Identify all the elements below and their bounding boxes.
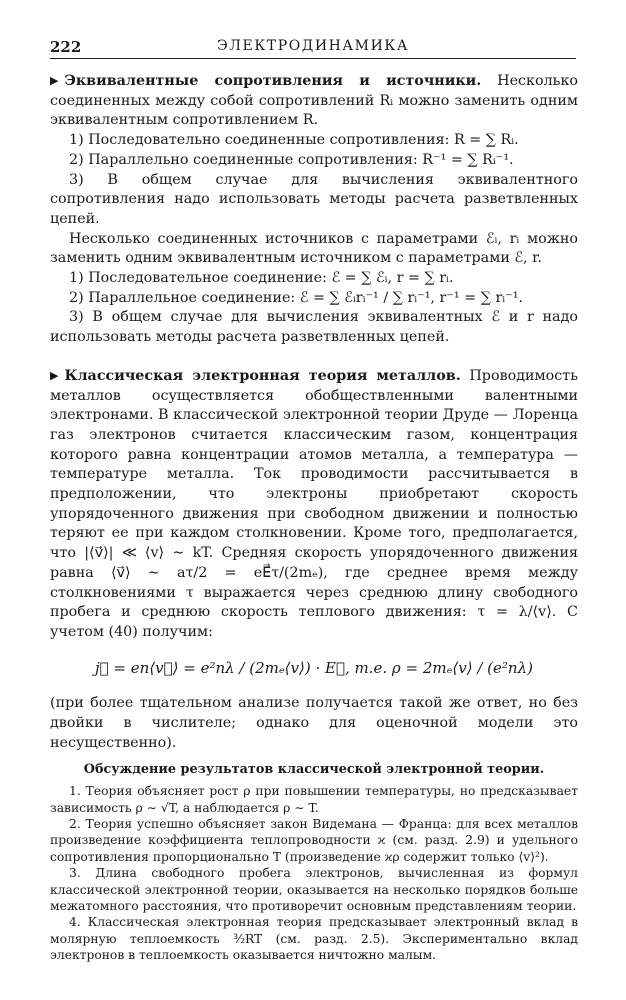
page-body: [50, 72, 578, 964]
sources-intro: Несколько соединенных источников с параметрами ℰᵢ, rᵢ можно заменить одним эквивалентным источником с параметрами ℰ, r.: [50, 230, 578, 267]
discussion-title: Обсуждение результатов классической электронной теории.: [83, 761, 545, 777]
page-header: [50, 38, 576, 59]
triangle-marker-icon: ▶: [50, 368, 59, 382]
running-title: ЭЛЕКТРОДИНАМИКА: [216, 38, 410, 54]
section-gap: [50, 348, 578, 367]
list-item: 1) Последовательно соединенные сопротивления: R = ∑ Rᵢ.: [69, 132, 519, 149]
list-item: 3) В общем случае для вычисления эквивалентных ℰ и r надо использовать методы расчета разветвленных цепей.: [50, 309, 578, 346]
section-body: Проводимость металлов осуществляется обобществленными валентными электронами. В классической электронной теории Друде — Лоренца газ электронов считается классическим газом, концентрация которого равна концентрации атомов металла, а температура — температуре металла. Ток проводимости рассчитывается в предположении, что электроны приобретают скорость упорядоченного движения при свободном движении и полностью теряют ее при каждом столкновении. Кроме того, предполагается, что |⟨v⃗⟩| ≪ ⟨v⟩ ∼ kT. Средняя скорость упорядоченного движения равна ⟨v⃗⟩ ∼ aτ/2 = eE⃗τ/(2mₑ), где среднее время между столкновениями τ выражается через среднюю длину свободного пробега и среднюю скорость теплового движения: τ = λ/⟨v⟩. С учетом (40) получим:: [50, 367, 578, 640]
section-equivalent-resistances: [50, 72, 578, 131]
section-intro: Несколько соединенных между собой сопротивлений Rᵢ можно заменить одним эквивалентным сопротивлением R.: [50, 73, 579, 129]
discussion-item: 3. Длина свободного пробега электронов, вычисленная из формул классической электронной теории, оказывается на несколько порядков больше межатомного расстояния, что противоречит основным представлениям теории.: [50, 866, 578, 914]
discussion-list: [50, 783, 578, 963]
page-number: 222: [50, 38, 82, 56]
section-title: Эквивалентные сопротивления и источники.: [64, 73, 482, 89]
section-title: Классическая электронная теория металлов.: [64, 367, 461, 384]
discussion-item: 1. Теория объясняет рост ρ при повышении температуры, но предсказывает зависимость ρ ∼ √T, а наблюдается ρ ∼ T.: [50, 784, 578, 815]
triangle-marker-icon: ▶: [50, 74, 59, 87]
list-item: 2) Параллельное соединение: ℰ = ∑ ℰᵢrᵢ⁻¹ / ∑ rᵢ⁻¹, r⁻¹ = ∑ rᵢ⁻¹.: [69, 289, 523, 306]
section-after-formula: (при более тщательном анализе получается такой же ответ, но без двойки в числителе; однако для оценочной модели это несущественно).: [50, 695, 578, 751]
discussion-item: 2. Теория успешно объясняет закон Видемана — Франца: для всех металлов произведение коэффициента теплопроводности ϰ (см. разд. 2.9) и удельного сопротивления пропорционально T (произведение ϰρ содержит только ⟨v⟩²).: [50, 817, 578, 864]
section-electron-theory: [50, 367, 578, 643]
list-item: 3) В общем случае для вычисления эквивалентного сопротивления надо использовать методы расчета разветвленных цепей.: [50, 171, 578, 227]
list-item: 2) Параллельно соединенные сопротивления: R⁻¹ = ∑ Rᵢ⁻¹.: [69, 151, 514, 168]
discussion-item: 4. Классическая электронная теория предсказывает электронный вклад в молярную теплоемкость ³⁄₂RT (см. разд. 2.5). Экспериментально вклад электронов в теплоемкость оказывается ничтожно малым.: [50, 915, 578, 963]
conductivity-formula: j⃗ = en⟨v⃗⟩ = e²nλ / (2mₑ⟨v⟩) · E⃗, т.е. ρ = 2mₑ⟨v⟩ / (e²nλ): [95, 658, 533, 677]
list-item: 1) Последовательное соединение: ℰ = ∑ ℰᵢ, r = ∑ rᵢ.: [69, 270, 454, 287]
